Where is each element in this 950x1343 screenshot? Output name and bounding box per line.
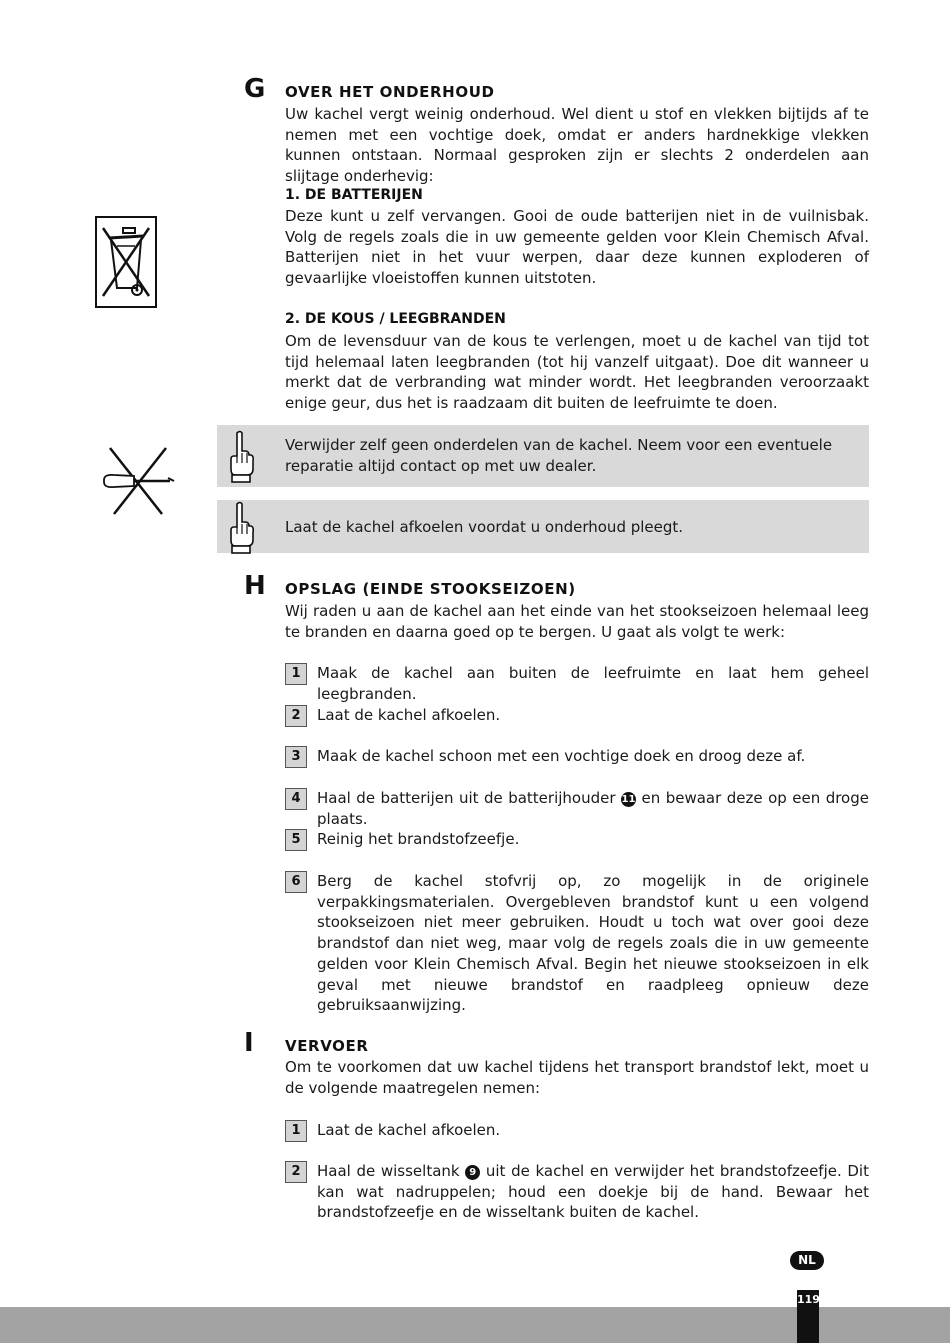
step-number: 4 [285, 788, 307, 810]
page-number: 119 [797, 1293, 820, 1306]
step-text-after: uit de kachel en verwijder het brandstofzeefje. Dit kan wat nadruppelen; houd een doekje bij de hand. Bewaar het brandstofzeefje en de wisseltank buiten de kachel. [317, 1162, 869, 1222]
no-screwdriver-icon [100, 444, 176, 518]
part-reference-badge: 11 [621, 794, 636, 805]
warning-note-reparatie [217, 425, 869, 487]
step-number: 1 [285, 663, 307, 685]
page-number-tab [797, 1290, 819, 1343]
step-number: 1 [285, 1120, 307, 1142]
section-h-intro: Wij raden u aan de kachel aan het einde van het stookseizoen helemaal leeg te branden en daarna goed op te bergen. U gaat als volgt te werk: [285, 602, 869, 641]
warning-text-afkoelen: Laat de kachel afkoelen voordat u onderhoud pleegt. [285, 518, 684, 536]
section-title-onderhoud: OVER HET ONDERHOUD [285, 83, 495, 101]
step-text-before: Haal de batterijen uit de batterijhouder [317, 789, 616, 807]
step-number: 5 [285, 829, 307, 851]
section-letter-h: H [244, 571, 266, 601]
kous-text: Om de levensduur van de kous te verlengen, moet u de kachel van tijd tot tijd helemaal laten leegbranden (tot hij vanzelf uitgaat). Doe dit wanneer u merkt dat de verbranding wat minder wordt. Het leegbranden veroorzaakt enige geur, dus het is raadzaam dit buiten de leefruimte te doen. [285, 332, 869, 413]
step-text [317, 788, 869, 829]
step-number: 2 [285, 1161, 307, 1183]
warning-note-afkoelen [217, 500, 869, 553]
step-text: Reinig het brandstofzeefje. [317, 830, 520, 848]
step-text-before: Haal de wisseltank [317, 1162, 460, 1180]
step-text: Maak de kachel aan buiten de leefruimte en laat hem geheel leegbranden. [317, 664, 869, 703]
section-title-vervoer: VERVOER [285, 1037, 369, 1055]
subheading-kous: 2. DE KOUS / LEEGBRANDEN [285, 311, 506, 327]
language-badge: NL [790, 1251, 824, 1270]
section-g-intro: Uw kachel vergt weinig onderhoud. Wel dient u stof en vlekken bijtijds af te nemen met een vochtige doek, omdat er anders hardnekkige vlekken kunnen ontstaan. Normaal gesproken zijn er slechts 2 onderdelen aan slijtage onderhevig: [285, 105, 869, 186]
weee-bin-icon [95, 216, 157, 308]
step-number: 6 [285, 871, 307, 893]
step-text-after: en bewaar deze op een droge plaats. [317, 789, 869, 828]
section-letter-g: G [244, 74, 266, 104]
pointing-hand-icon [223, 429, 257, 487]
section-letter-i: I [244, 1028, 254, 1058]
batterijen-text: Deze kunt u zelf vervangen. Gooi de oude batterijen niet in de vuilnisbak. Volg de regels zoals die in uw gemeente gelden voor Klein Chemisch Afval. Batterijen niet in het vuur werpen, daar deze kunnen exploderen of gevaarlijke vloeistoffen kunnen uitstoten. [285, 207, 869, 288]
part-reference-badge: 9 [465, 1165, 480, 1180]
step-number: 2 [285, 705, 307, 727]
section-i-intro: Om te voorkomen dat uw kachel tijdens het transport brandstof lekt, moet u de volgende maatregelen nemen: [285, 1058, 869, 1097]
subheading-batterijen: 1. DE BATTERIJEN [285, 187, 423, 203]
step-text: Maak de kachel schoon met een vochtige doek en droog deze af. [317, 747, 806, 765]
step-text [317, 1161, 869, 1223]
section-title-opslag: OPSLAG (EINDE STOOKSEIZOEN) [285, 580, 576, 598]
step-text: Laat de kachel afkoelen. [317, 1121, 501, 1139]
pointing-hand-icon [223, 500, 257, 558]
step-text: Berg de kachel stofvrij op, zo mogelijk in de originele verpakkingsmaterialen. Overgebleven brandstof kunt u een volgend stookseizoen niet meer gebruiken. Houdt u toch wat over gooi deze brandstof dan niet weg, maar volg de regels zoals die in uw gemeente gelden voor Klein Chemisch Afval. Begin het nieuwe stookseizoen in elk geval met nieuwe brandstof en raadpleeg opnieuw deze gebruiksaanwijzing. [317, 872, 869, 1015]
step-number: 3 [285, 746, 307, 768]
warning-text-reparatie: Verwijder zelf geen onderdelen van de kachel. Neem voor een eventuele reparatie altijd contact op met uw dealer. [285, 436, 833, 475]
step-text: Laat de kachel afkoelen. [317, 706, 501, 724]
